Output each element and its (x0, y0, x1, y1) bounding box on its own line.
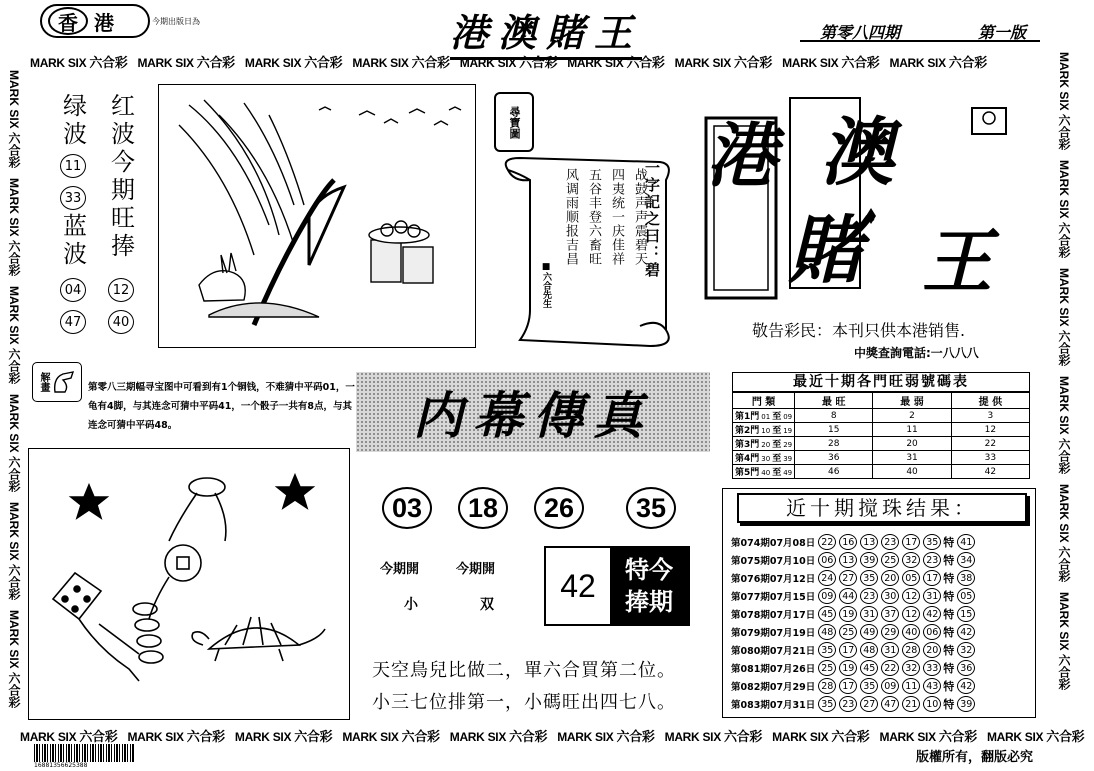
special-word: 特 (943, 572, 955, 585)
band-item: MARK SIX 六合彩 (7, 610, 21, 709)
special-number: 42 (560, 567, 596, 604)
band-item: MARK SIX 六合彩 (234, 729, 333, 744)
result-label: 第076期07月12日 (731, 574, 816, 585)
hk-badge (40, 4, 150, 38)
special-word: 特 (943, 644, 955, 657)
band-item: MARK SIX 六合彩 (986, 729, 1085, 744)
gate-header-tip: 提 供 (951, 393, 1029, 409)
band-item: MARK SIX 六合彩 (1057, 592, 1071, 691)
result-ball: 35 (860, 570, 878, 586)
band-item: MARK SIX 六合彩 (7, 394, 21, 493)
gate-tip: 42 (951, 465, 1029, 479)
result-special-ball: 42 (957, 678, 975, 694)
hint-text: 第零八三期幅寻宝图中可看到有1个铜钱，不难猜中平码01，一龟有4脚，与其连念可猜中平码41，一个骰子一共有8点，与其连念可猜中平码48。 (88, 382, 355, 431)
main-number-3: 26 (534, 487, 584, 529)
gate-weak: 31 (873, 451, 951, 465)
result-ball: 28 (902, 642, 920, 658)
gate-row (733, 465, 1030, 479)
result-ball: 35 (860, 678, 878, 694)
band-item: MARK SIX 六合彩 (30, 55, 128, 70)
result-ball: 22 (818, 534, 836, 550)
scroll-poem: 战鼓声声震碧天 四夷统一庆佳祥 五谷丰登六畜旺 风调雨顺报吉昌 (563, 168, 647, 266)
result-label: 第077期07月15日 (731, 592, 816, 603)
result-ball: 30 (881, 588, 899, 604)
result-ball: 25 (881, 552, 899, 568)
result-ball: 09 (881, 678, 899, 694)
mark-six-band-top (30, 52, 1040, 68)
result-ball: 47 (881, 696, 899, 712)
hand-icon (51, 368, 77, 396)
result-ball: 45 (818, 606, 836, 622)
result-ball: 11 (902, 678, 920, 694)
result-row (731, 677, 975, 695)
blue-number-1: 04 (60, 278, 86, 302)
treasure-picture-top (158, 84, 476, 348)
result-ball: 23 (860, 588, 878, 604)
result-ball: 19 (839, 606, 857, 622)
result-label: 第082期07月29日 (731, 682, 816, 693)
gate-range: 第5門 40 至 49 (733, 465, 795, 479)
blue-number-2: 47 (60, 310, 86, 334)
result-row (731, 695, 975, 713)
poem-line-2: 小三七位排第一，小碼旺出四七八。 (372, 692, 676, 713)
gate-header-type: 門 類 (733, 393, 795, 409)
gate-row (733, 409, 1030, 423)
band-item: MARK SIX 六合彩 (127, 729, 225, 744)
band-item: MARK SIX 六合彩 (1057, 268, 1071, 367)
gate-tip: 12 (951, 423, 1029, 437)
logo-char-2: 澳 (820, 110, 894, 196)
result-ball: 31 (923, 588, 941, 604)
result-ball: 35 (818, 696, 836, 712)
band-item: MARK SIX 六合彩 (879, 729, 977, 744)
logo (700, 88, 1030, 310)
red-number-2: 40 (108, 310, 134, 334)
result-ball: 12 (902, 606, 920, 622)
result-ball: 27 (860, 696, 878, 712)
mark-six-band-right (1056, 52, 1076, 732)
barcode-number: 16881356625388 (34, 762, 88, 769)
notice-line-1: 敬告彩民：本刊只供本港销售. (752, 321, 966, 340)
green-number-1: 11 (60, 154, 86, 178)
result-row (731, 605, 975, 623)
result-ball: 16 (839, 534, 857, 550)
special-word: 特 (943, 680, 955, 693)
band-item: MARK SIX 六合彩 (1057, 160, 1071, 259)
band-item: MARK SIX 六合彩 (889, 55, 987, 70)
result-special-ball: 41 (957, 534, 975, 550)
willow-rabbit-illustration (159, 85, 474, 346)
result-ball: 31 (860, 606, 878, 622)
header-rule (800, 40, 1040, 42)
result-row (731, 623, 975, 641)
gate-hot: 36 (795, 451, 873, 465)
gate-table (732, 392, 1030, 479)
main-number-2: 18 (458, 487, 508, 529)
issue-number: 第零八四期 (820, 23, 901, 42)
green-number-2: 33 (60, 186, 86, 210)
result-ball: 32 (902, 660, 920, 676)
blue-wave-label: 蓝 波 (63, 212, 87, 268)
result-ball: 45 (860, 660, 878, 676)
result-ball: 19 (839, 660, 857, 676)
result-row (731, 533, 975, 551)
result-row (731, 569, 975, 587)
logo-char-3: 賭 (788, 208, 862, 294)
result-ball: 17 (839, 678, 857, 694)
barcode (34, 744, 134, 762)
result-ball: 49 (860, 624, 878, 640)
result-ball: 23 (923, 552, 941, 568)
result-label: 第074期07月08日 (731, 538, 816, 549)
result-ball: 48 (860, 642, 878, 658)
band-item: MARK SIX 六合彩 (1057, 484, 1071, 583)
result-ball: 23 (839, 696, 857, 712)
band-item: MARK SIX 六合彩 (557, 729, 655, 744)
result-special-ball: 34 (957, 552, 975, 568)
band-item: MARK SIX 六合彩 (137, 55, 235, 70)
result-label: 第080期07月21日 (731, 646, 816, 657)
gate-hot: 8 (795, 409, 873, 423)
gate-range: 第3門 20 至 29 (733, 437, 795, 451)
special-box (544, 546, 690, 626)
result-special-ball: 38 (957, 570, 975, 586)
gate-tip: 33 (951, 451, 1029, 465)
logo-char-1: 港 (706, 114, 776, 197)
band-item: MARK SIX 六合彩 (7, 286, 21, 385)
gate-tip: 3 (951, 409, 1029, 423)
open-label-2: 今期開 (456, 562, 496, 577)
result-ball: 09 (818, 588, 836, 604)
poem-line-1: 天空鳥兒比做二，單六合買第二位。 (372, 660, 676, 681)
main-number-4: 35 (626, 487, 676, 529)
hk-badge-char-2: 港 (94, 10, 114, 35)
result-ball: 21 (902, 696, 920, 712)
band-item: MARK SIX 六合彩 (352, 55, 450, 70)
scroll-heading: 一字記之曰：碧 (643, 160, 661, 279)
result-ball: 25 (818, 660, 836, 676)
band-item: MARK SIX 六合彩 (664, 729, 763, 744)
copyright: 版權所有，翻版必究 (916, 750, 1034, 765)
result-ball: 13 (860, 534, 878, 550)
gate-tip: 22 (951, 437, 1029, 451)
result-row (731, 587, 975, 605)
result-label: 第078期07月17日 (731, 610, 816, 621)
notice-line-2: 中獎查詢電話:一八八八 (854, 346, 979, 360)
result-special-ball: 15 (957, 606, 975, 622)
gate-weak: 11 (873, 423, 951, 437)
open-value-1: 小 (404, 597, 418, 613)
results-title: 近十期搅珠结果： (737, 493, 1027, 523)
special-label: 特今 捧期 (610, 548, 688, 624)
result-row (731, 641, 975, 659)
gate-hot: 46 (795, 465, 873, 479)
special-word: 特 (943, 554, 955, 567)
hk-badge-char-1: 香 (48, 7, 88, 35)
result-ball: 17 (839, 642, 857, 658)
results-panel (722, 488, 1036, 718)
gate-row (733, 451, 1030, 465)
result-ball: 28 (818, 678, 836, 694)
band-item: MARK SIX 六合彩 (782, 55, 880, 70)
result-ball: 06 (818, 552, 836, 568)
result-special-ball: 05 (957, 588, 975, 604)
gate-weak: 2 (873, 409, 951, 423)
result-special-ball: 39 (957, 696, 975, 712)
result-ball: 40 (902, 624, 920, 640)
gate-range: 第2門 10 至 19 (733, 423, 795, 437)
result-row (731, 659, 975, 677)
gate-weak: 40 (873, 465, 951, 479)
result-ball: 06 (923, 624, 941, 640)
gate-hot: 15 (795, 423, 873, 437)
special-word: 特 (943, 608, 955, 621)
result-label: 第083期07月31日 (731, 700, 816, 711)
gate-weak: 20 (873, 437, 951, 451)
treasure-picture-bottom (28, 448, 350, 720)
band-item: MARK SIX 六合彩 (7, 178, 21, 277)
mark-six-band-bottom (20, 726, 1085, 744)
result-special-ball: 42 (957, 624, 975, 640)
result-ball: 48 (818, 624, 836, 640)
result-ball: 31 (881, 642, 899, 658)
red-number-1: 12 (108, 278, 134, 302)
result-ball: 20 (881, 570, 899, 586)
special-word: 特 (943, 590, 955, 603)
green-wave-label: 绿 波 (63, 92, 87, 148)
band-item: MARK SIX 六合彩 (567, 55, 665, 70)
result-ball: 27 (839, 570, 857, 586)
result-label: 第075期07月10日 (731, 556, 816, 567)
band-item: MARK SIX 六合彩 (244, 55, 343, 70)
special-word: 特 (943, 536, 955, 549)
result-ball: 05 (902, 570, 920, 586)
treasure-badge: 尋寶圖 (494, 92, 534, 152)
result-ball: 10 (923, 696, 941, 712)
main-number-1: 03 (382, 487, 432, 529)
result-ball: 35 (923, 534, 941, 550)
hint-badge: 解畫 (32, 362, 82, 402)
special-word: 特 (943, 698, 955, 711)
gate-row (733, 423, 1030, 437)
result-ball: 43 (923, 678, 941, 694)
band-item: MARK SIX 六合彩 (7, 70, 21, 169)
page-title: 港澳賭王 (450, 2, 642, 60)
result-ball: 44 (839, 588, 857, 604)
result-ball: 33 (923, 660, 941, 676)
inside-news-banner: 内幕傳真 (356, 372, 710, 452)
result-ball: 17 (902, 534, 920, 550)
gate-hot: 28 (795, 437, 873, 451)
band-item: MARK SIX 六合彩 (7, 502, 21, 601)
result-ball: 23 (881, 534, 899, 550)
result-special-ball: 32 (957, 642, 975, 658)
issue-date-note: 今期出版日為 (152, 17, 200, 26)
mark-six-band-left (6, 70, 26, 720)
result-ball: 37 (881, 606, 899, 622)
gate-row (733, 437, 1030, 451)
result-ball: 32 (902, 552, 920, 568)
result-ball: 22 (881, 660, 899, 676)
open-value-2: 双 (480, 597, 494, 613)
gate-range: 第1門 01 至 09 (733, 409, 795, 423)
gate-table-title: 最近十期各門旺弱號碼表 (732, 372, 1030, 392)
band-item: MARK SIX 六合彩 (449, 729, 548, 744)
gate-header-weak: 最 弱 (873, 393, 951, 409)
result-special-ball: 36 (957, 660, 975, 676)
band-item: MARK SIX 六合彩 (20, 729, 118, 744)
result-ball: 42 (923, 606, 941, 622)
logo-char-4: 王 (922, 220, 992, 303)
result-row (731, 551, 975, 569)
result-ball: 35 (818, 642, 836, 658)
result-ball: 24 (818, 570, 836, 586)
result-ball: 25 (839, 624, 857, 640)
dice-coin-turtle-illustration (29, 449, 348, 718)
result-ball: 12 (902, 588, 920, 604)
result-ball: 13 (839, 552, 857, 568)
gate-header-hot: 最 旺 (795, 393, 873, 409)
open-label-1: 今期開 (380, 562, 420, 577)
special-word: 特 (943, 662, 955, 675)
edition: 第一版 (978, 23, 1027, 42)
band-item: MARK SIX 六合彩 (1057, 376, 1071, 475)
scroll-author: ■六合先生 (541, 262, 551, 308)
result-ball: 39 (860, 552, 878, 568)
result-ball: 20 (923, 642, 941, 658)
red-wave-label: 红 波 今 期 旺 捧 (111, 92, 135, 260)
result-label: 第081期07月26日 (731, 664, 816, 675)
special-word: 特 (943, 626, 955, 639)
band-item: MARK SIX 六合彩 (674, 55, 773, 70)
result-ball: 29 (881, 624, 899, 640)
band-item: MARK SIX 六合彩 (459, 55, 558, 70)
band-item: MARK SIX 六合彩 (1057, 52, 1071, 151)
band-item: MARK SIX 六合彩 (772, 729, 870, 744)
gate-range: 第4門 30 至 39 (733, 451, 795, 465)
result-label: 第079期07月19日 (731, 628, 816, 639)
band-item: MARK SIX 六合彩 (342, 729, 440, 744)
result-ball: 17 (923, 570, 941, 586)
